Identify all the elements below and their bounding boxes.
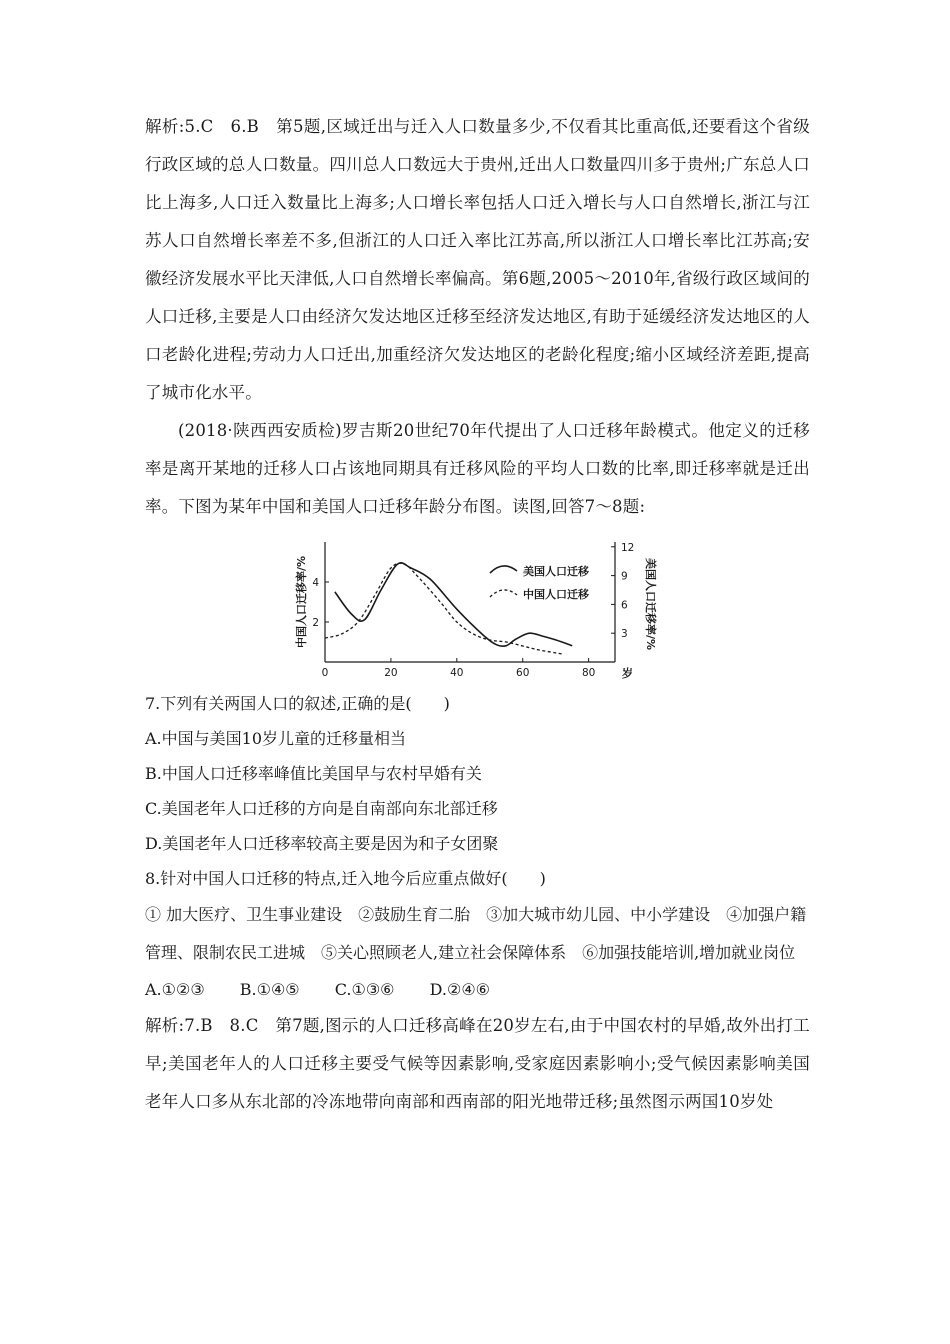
analysis-7-8: 解析:7.B 8.C 第7题,图示的人口迁移高峰在20岁左右,由于中国农村的早婚,故外出打工早;美国老年人的人口迁移主要受气候等因素影响,受家庭因素影响小;受气候因素影响美国老年人口多从东北部的冷冻地带向南部和西南部的阳光地带迁移;虽然图示两国10岁处 (145, 1016, 810, 1111)
left-y-tick-label: 4 (312, 577, 319, 589)
x-tick-label: 20 (384, 667, 398, 679)
x-tick-label: 60 (516, 667, 530, 679)
q7-option-a: A.中国与美国10岁儿童的迁移量相当 (145, 729, 407, 748)
left-axis-title: 中国人口迁移率/% (295, 555, 308, 649)
legend-cn-swatch (490, 590, 517, 597)
right-y-tick-label: 3 (621, 628, 628, 641)
question-intro: (2018·陕西西安质检)罗吉斯20世纪70年代提出了人口迁移年龄模式。他定义的迁移率是离开某地的迁移人口占该地同期具有迁移风险的平均人口数的比率,即迁移率就是迁出率。下图为某年中国和美国人口迁移年龄分布图。读图,回答7～8题: (145, 421, 810, 516)
right-y-tick-label: 12 (621, 541, 635, 554)
legend-us-swatch (490, 566, 517, 573)
legend-us-label: 美国人口迁移 (523, 565, 589, 578)
q8-option-c: C.①③⑥ (334, 980, 395, 999)
x-tick-label: 40 (450, 667, 464, 679)
legend-cn-label: 中国人口迁移 (523, 588, 589, 601)
q7-option-c: C.美国老年人口迁移的方向是自南部向东北部迁移 (145, 799, 498, 818)
left-y-tick-label: 2 (312, 617, 319, 629)
analysis-5-6: 解析:5.C 6.B 第5题,区域迁出与迁入人口数量多少,不仅看其比重高低,还要看这个省级行政区域的总人口数量。四川总人口数远大于贵州,迁出人口数量四川多于贵州;广东总人口比上海多,人口迁入数量比上海多;人口增长率包括人口迁入增长与人口自然增长,浙江与江苏人口自然增长率差不多,但浙江的人口迁入率比江苏高,所以浙江人口增长率比江苏高;安徽经济发展水平比天津低,人口自然增长率偏高。第6题,2005～2010年,省级行政区域间的人口迁移,主要是人口由经济欠发达地区迁移至经济发达地区,有助于延缓经济发达地区的人口老龄化进程;劳动力人口迁出,加重经济欠发达地区的老龄化程度;缩小区域经济差距,提高了城市化水平。 (145, 117, 810, 402)
right-y-tick-label: 6 (621, 599, 628, 612)
q8-items: ① 加大医疗、卫生事业建设 ②鼓励生育二胎 ③加大城市幼儿园、中小学建设 ④加强户籍管理、限制农民工进城 ⑤关心照顾老人,建立社会保障体系 ⑥加强技能培训,增加就业岗位 (145, 905, 807, 962)
x-tick-label: 0 (321, 667, 329, 679)
q8-options (145, 972, 810, 1007)
chart-svg (285, 532, 665, 682)
right-y-tick-label: 9 (621, 570, 628, 583)
q8-option-b: B.①④⑤ (239, 980, 300, 999)
q8-option-d: D.②④⑥ (429, 980, 490, 999)
q8-option-a: A.①②③ (145, 980, 205, 999)
q7-option-d: D.美国老年人口迁移率较高主要是因为和子女团聚 (145, 834, 499, 853)
x-axis-unit: 岁 (622, 667, 633, 680)
right-axis-title: 美国人口迁移率/% (644, 557, 657, 651)
migration-age-chart (145, 532, 810, 682)
x-tick-label: 80 (581, 667, 596, 679)
q7-option-b: B.中国人口迁移率峰值比美国早与农村早婚有关 (145, 764, 482, 783)
q7-stem: 7.下列有关两国人口的叙述,正确的是( ) (145, 694, 450, 713)
q8-stem: 8.针对中国人口迁移的特点,迁入地今后应重点做好( ) (145, 869, 546, 888)
document-page (145, 108, 810, 1121)
